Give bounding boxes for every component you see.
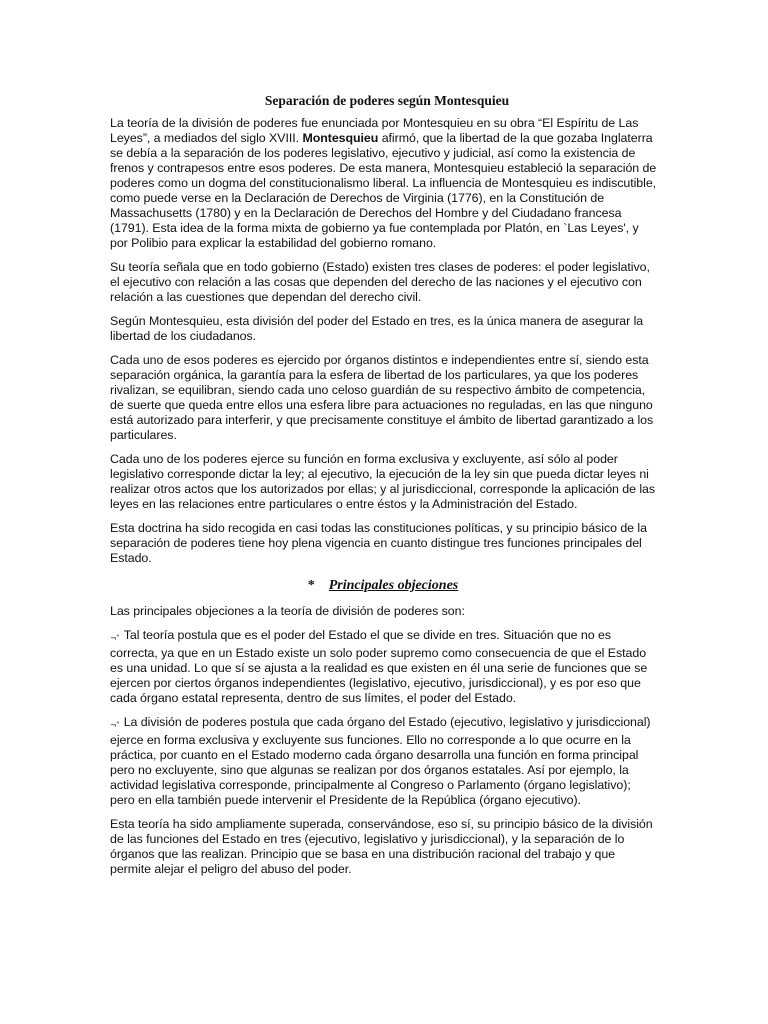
objection-item (110, 715, 658, 808)
intro-paragraph (110, 116, 658, 251)
closing-paragraph: Esta teoría ha sido ampliamente superada, conservándose, eso sí, su principio básico de la división de las funciones del Estado en tres (ejecutivo, legislativo y jurisdiccional), y la separación de lo órganos que las realizan. Principio que se basa en una distribución racional del trabajo y que permite alejar el peligro del abuso del poder. (110, 817, 653, 876)
bullet-marker-icon: ¬˄ (110, 634, 119, 643)
intro-text-after: afirmó, que la libertad de la que gozaba Inglaterra se debía a la separación de los poderes legislativo, ejecutivo y judicial, así como la existencia de frenos y contrapesos entre esos poderes. De esta manera, Montesquieu estableció la separación de poderes como un dogma del constitucionalismo liberal. La influencia de Montesquieu es indiscutible, como puede verse en la Declaración de Derechos de Virginia (1776), en la Constitución de Massachusetts (1780) y en la Declaración de Derechos del Hombre y del Ciudadano francesa (1791). Esta idea de la forma mixta de gobierno ya fue contemplada por Platón, en `Las Leyes', y por Polibio para explicar la estabilidad del gobierno romano. (110, 131, 657, 250)
objection-text: La división de poderes postula que cada órgano del Estado (ejecutivo, legislativo y jurisdiccional) ejerce en forma exclusiva y excluyente sus funciones. Ello no corresponde a lo que ocurre en la práctica, por cuanto en el Estado moderno cada órgano desarrolla una función en forma principal pero no excluyente, sino que algunas se realizan por dos órganos estatales. Así por ejemplo, la actividad legislativa corresponde, principalmente al Congreso o Parlamento (órgano legislativo); pero en ella también puede intervenir el Presidente de la República (órgano ejecutivo). (110, 715, 651, 807)
intro-text-before: La teoría de la división de poderes fue enunciada por Montesquieu en su obra “El Espíritu de Las Leyes”, a mediados del siglo XVIII. (110, 116, 639, 145)
body-paragraph: Cada uno de los poderes ejerce su función en forma exclusiva y excluyente, así sólo al poder legislativo corresponde dictar la ley; al ejecutivo, la ejecución de la ley sin que pueda dictar leyes ni realizar otros actos que los autorizados por ellas; y al jurisdiccional, corresponde la aplicación de las leyes en las relaciones entre particulares o entre éstos y la Administración del Estado. (110, 452, 656, 511)
body-paragraph: Esta doctrina ha sido recogida en casi todas las constituciones políticas, y su principio básico de la separación de poderes tiene hoy plena vigencia en cuanto distingue tres funciones principales del Estado. (110, 521, 647, 565)
objection-text: Tal teoría postula que es el poder del Estado el que se divide en tres. Situación que no es correcta, ya que en un Estado existe un solo poder supremo como consecuencia de que el Estado es una unidad. Lo que sí se ajusta a la realidad es que existen en él una serie de funciones que se ejercen por ciertos órganos independientes (legislativo, ejecutivo, jurisdiccional), y es por eso que cada órgano estatal representa, dentro de sus límites, el poder del Estado. (110, 628, 648, 705)
body-paragraph: Su teoría señala que en todo gobierno (Estado) existen tres clases de poderes: el poder legislativo, el ejecutivo con relación a las cosas que dependen del derecho de las naciones y el ejecutivo con relación a las cuestiones que dependan del derecho civil. (110, 260, 650, 304)
intro-bold-name: Montesquieu (302, 131, 379, 145)
objection-item (110, 628, 658, 706)
section-lead-paragraph: Las principales objeciones a la teoría de división de poderes son: (110, 604, 465, 618)
body-paragraph: Cada uno de esos poderes es ejercido por órganos distintos e independientes entre sí, siendo esta separación orgánica, la garantía para la esfera de libertad de los particulares, ya que los poderes rivalizan, se equilibran, siendo cada uno celoso guardián de su respectivo ámbito de competencia, de suerte que queda entre ellos una esfera libre para actuaciones no reguladas, en las que ninguno está autorizado para interferir, y que precisamente constituye el ámbito de libertad garantizado a los particulares. (110, 353, 654, 442)
asterisk-marker: * (307, 578, 315, 593)
document-title: Separación de poderes según Montesquieu (264, 93, 510, 108)
section-heading (110, 577, 658, 594)
document-page (110, 93, 658, 886)
section-heading-text: Principales objeciones (328, 578, 459, 593)
bullet-marker-icon: ¬˄ (110, 721, 119, 730)
body-paragraph: Según Montesquieu, esta división del poder del Estado en tres, es la única manera de asegurar la libertad de los ciudadanos. (110, 314, 644, 343)
